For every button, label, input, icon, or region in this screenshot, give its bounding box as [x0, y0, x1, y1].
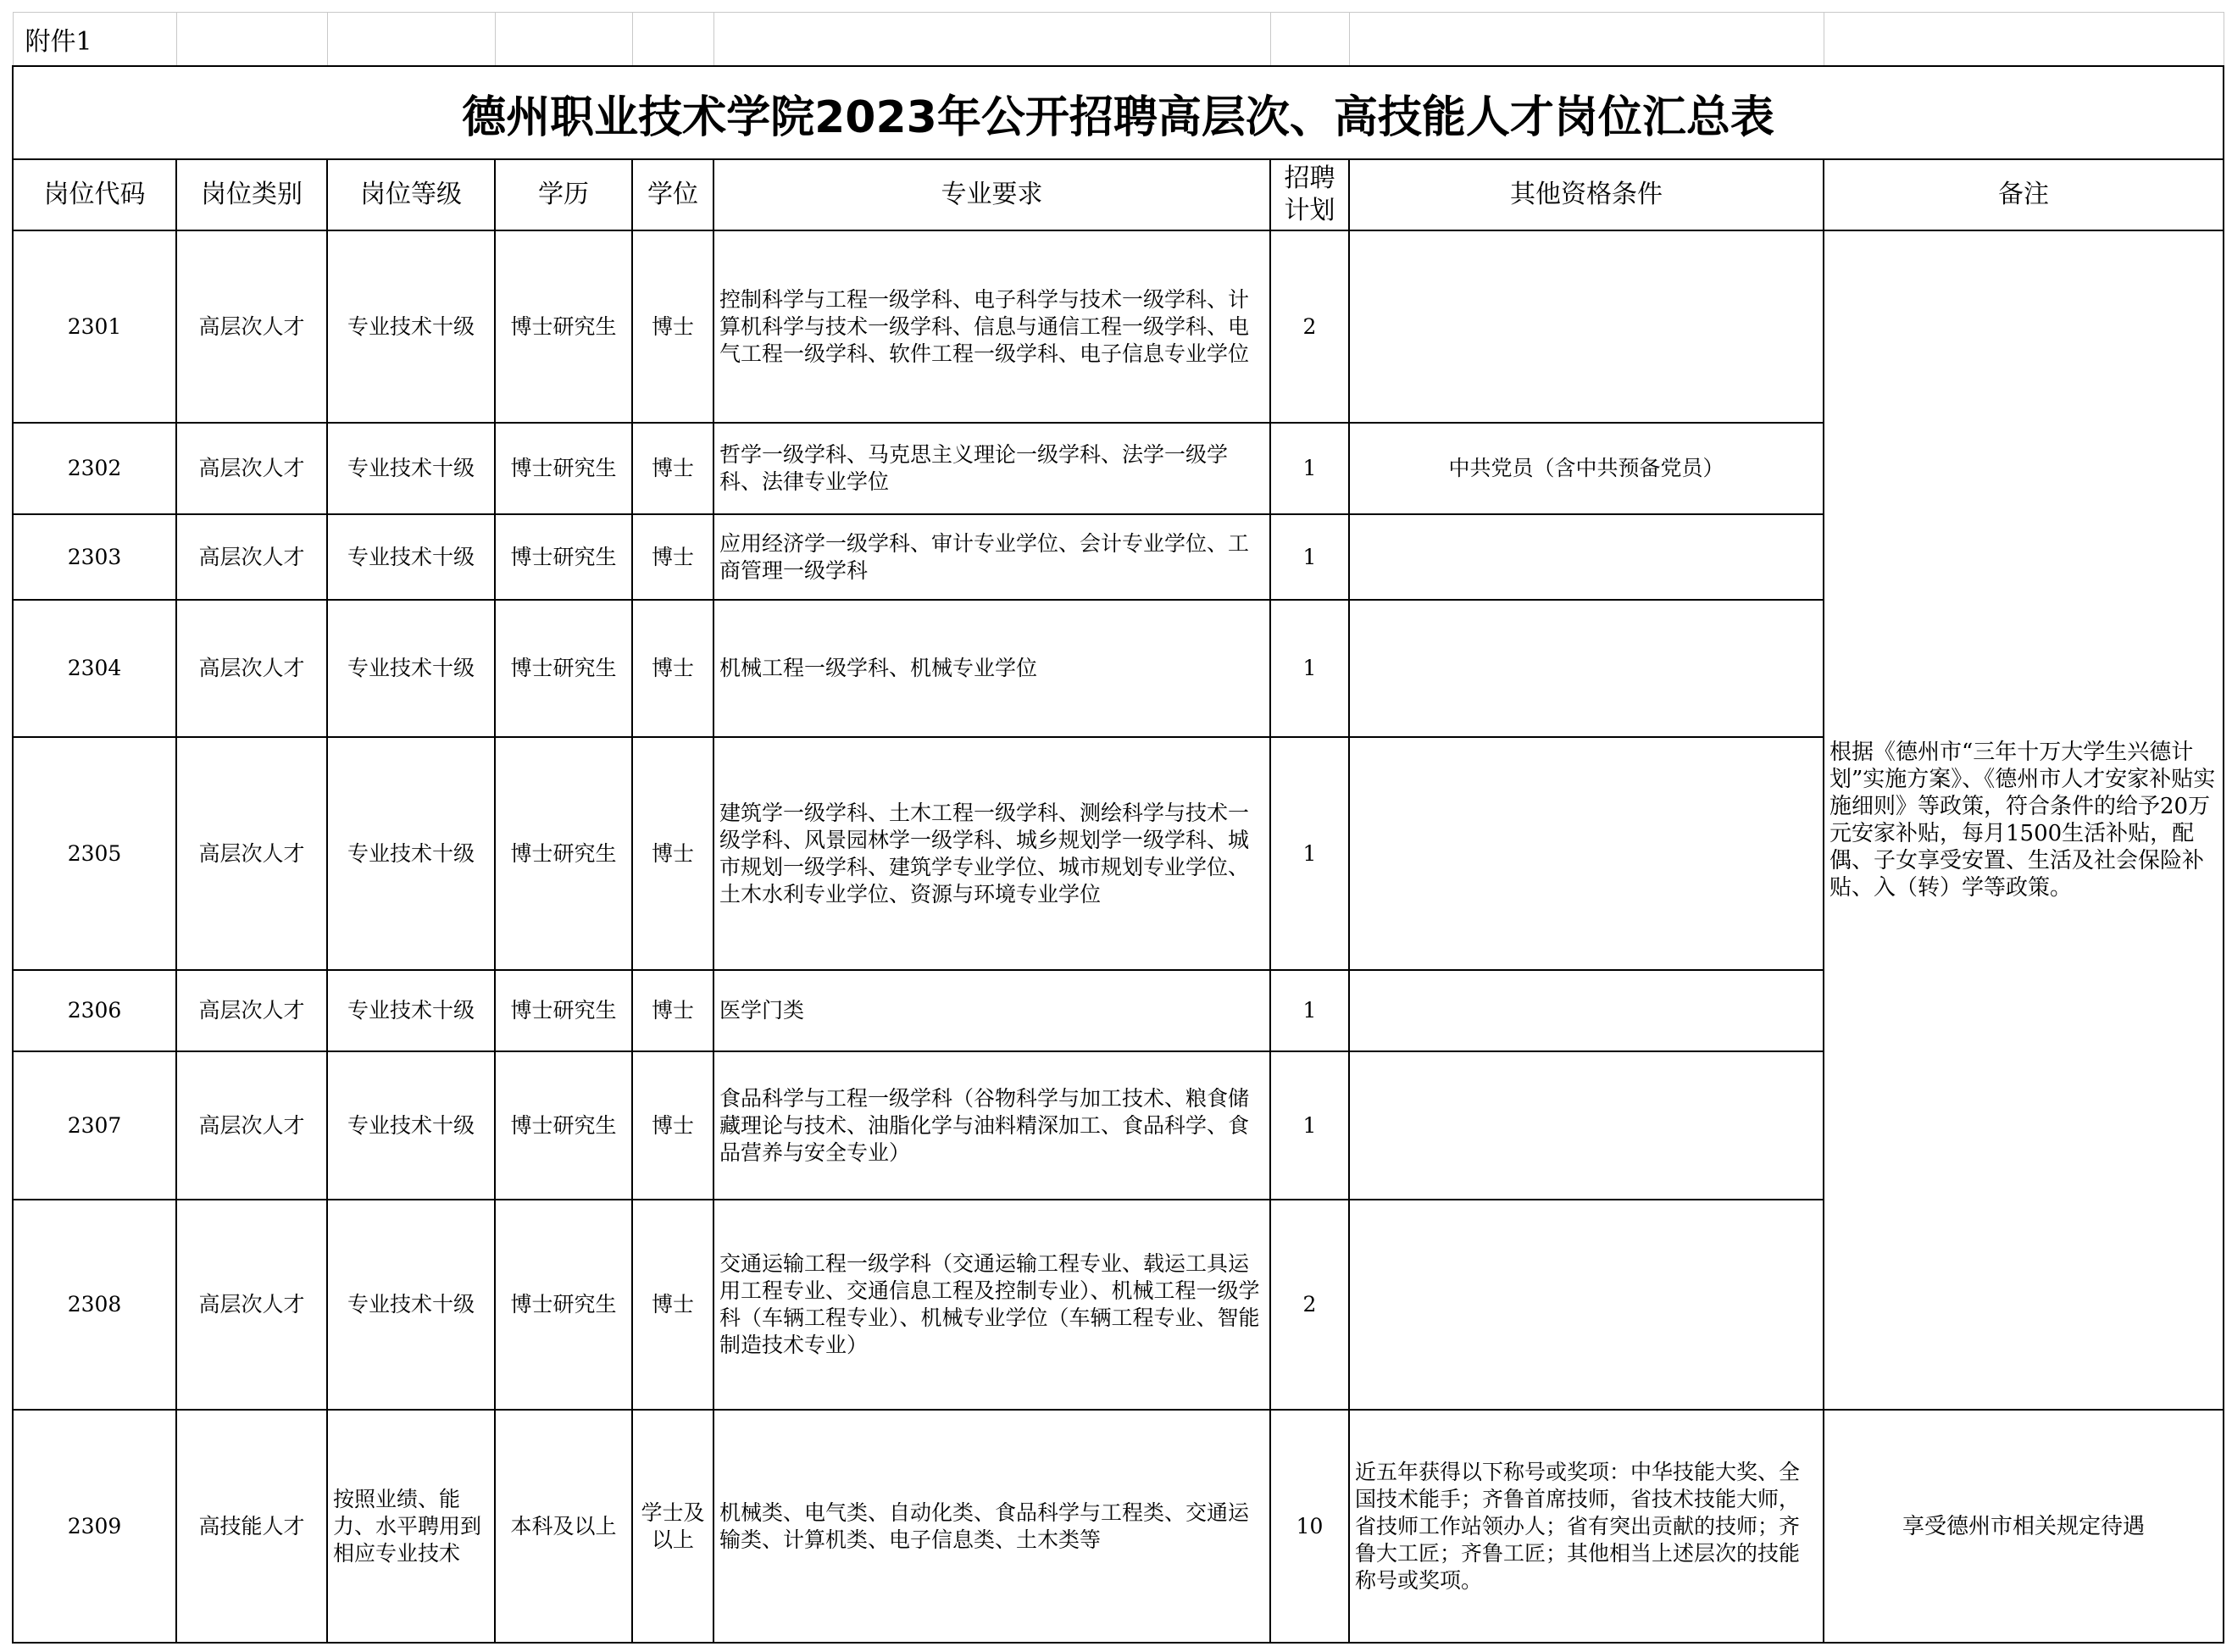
header-category: 岗位类别 — [176, 159, 327, 230]
empty-cell — [713, 13, 1270, 67]
plan-cell: 1 — [1270, 423, 1349, 514]
code-cell: 2305 — [13, 737, 176, 970]
education-cell: 博士研究生 — [495, 970, 632, 1051]
code-cell: 2301 — [13, 230, 176, 423]
code-cell: 2306 — [13, 970, 176, 1051]
category-cell: 高层次人才 — [176, 970, 327, 1051]
header-plan: 招聘计划 — [1270, 159, 1349, 230]
degree-cell: 博士 — [632, 423, 713, 514]
header-conditions: 其他资格条件 — [1349, 159, 1824, 230]
major-cell: 机械工程一级学科、机械专业学位 — [713, 600, 1270, 737]
degree-cell: 博士 — [632, 1051, 713, 1200]
conditions-cell — [1349, 514, 1824, 600]
degree-cell: 博士 — [632, 737, 713, 970]
grade-cell: 专业技术十级 — [327, 737, 495, 970]
code-cell: 2303 — [13, 514, 176, 600]
conditions-cell: 中共党员（含中共预备党员） — [1349, 423, 1824, 514]
empty-cell — [1270, 13, 1349, 67]
major-cell: 机械类、电气类、自动化类、食品科学与工程类、交通运输类、计算机类、电子信息类、土木类等 — [713, 1410, 1270, 1643]
major-cell: 建筑学一级学科、土木工程一级学科、测绘科学与技术一级学科、风景园林学一级学科、城乡规划学一级学科、城市规划一级学科、建筑学专业学位、城市规划专业学位、土木水利专业学位、资源与环境专业学位 — [713, 737, 1270, 970]
conditions-cell — [1349, 970, 1824, 1051]
education-cell: 博士研究生 — [495, 1051, 632, 1200]
degree-cell: 博士 — [632, 600, 713, 737]
education-cell: 博士研究生 — [495, 230, 632, 423]
plan-cell: 1 — [1270, 970, 1349, 1051]
category-cell: 高层次人才 — [176, 1200, 327, 1410]
degree-cell: 博士 — [632, 1200, 713, 1410]
empty-cell — [495, 13, 632, 67]
category-cell: 高层次人才 — [176, 514, 327, 600]
conditions-cell — [1349, 1051, 1824, 1200]
grade-cell: 专业技术十级 — [327, 514, 495, 600]
empty-cell — [1349, 13, 1824, 67]
attachment-row — [13, 13, 2224, 67]
education-cell: 博士研究生 — [495, 600, 632, 737]
conditions-cell: 近五年获得以下称号或奖项：中华技能大奖、全国技术能手；齐鲁首席技师，省技术技能大师，省技师工作站领办人；省有突出贡献的技师；齐鲁大工匠；齐鲁工匠；其他相当上述层次的技能称号或奖项。 — [1349, 1410, 1824, 1643]
code-cell: 2307 — [13, 1051, 176, 1200]
education-cell: 博士研究生 — [495, 423, 632, 514]
category-cell: 高层次人才 — [176, 737, 327, 970]
grade-cell: 专业技术十级 — [327, 230, 495, 423]
table-title: 德州职业技术学院2023年公开招聘高层次、高技能人才岗位汇总表 — [13, 66, 2224, 159]
code-cell: 2308 — [13, 1200, 176, 1410]
grade-cell: 按照业绩、能力、水平聘用到相应专业技术 — [327, 1410, 495, 1643]
degree-cell: 学士及以上 — [632, 1410, 713, 1643]
header-education: 学历 — [495, 159, 632, 230]
conditions-cell — [1349, 600, 1824, 737]
grade-cell: 专业技术十级 — [327, 1051, 495, 1200]
recruitment-table — [12, 12, 2224, 1644]
empty-cell — [1824, 13, 2224, 67]
remark-cell: 根据《德州市“三年十万大学生兴德计划”实施方案》、《德州市人才安家补贴实施细则》等政策，符合条件的给予20万元安家补贴，每月1500生活补贴，配偶、子女享受安置、生活及社会保险补贴、入（转）学等政策。 — [1824, 230, 2224, 1410]
education-cell: 本科及以上 — [495, 1410, 632, 1643]
major-cell: 食品科学与工程一级学科（谷物科学与加工技术、粮食储藏理论与技术、油脂化学与油料精深加工、食品科学、食品营养与安全专业） — [713, 1051, 1270, 1200]
conditions-cell — [1349, 737, 1824, 970]
table-row — [13, 230, 2224, 423]
plan-cell: 1 — [1270, 737, 1349, 970]
category-cell: 高层次人才 — [176, 600, 327, 737]
conditions-cell — [1349, 1200, 1824, 1410]
code-cell: 2304 — [13, 600, 176, 737]
category-cell: 高层次人才 — [176, 423, 327, 514]
grade-cell: 专业技术十级 — [327, 423, 495, 514]
grade-cell: 专业技术十级 — [327, 1200, 495, 1410]
plan-cell: 1 — [1270, 600, 1349, 737]
major-cell: 应用经济学一级学科、审计专业学位、会计专业学位、工商管理一级学科 — [713, 514, 1270, 600]
major-cell: 交通运输工程一级学科（交通运输工程专业、载运工具运用工程专业、交通信息工程及控制专业）、机械工程一级学科（车辆工程专业）、机械专业学位（车辆工程专业、智能制造技术专业） — [713, 1200, 1270, 1410]
header-code: 岗位代码 — [13, 159, 176, 230]
major-cell: 哲学一级学科、马克思主义理论一级学科、法学一级学科、法律专业学位 — [713, 423, 1270, 514]
major-cell: 医学门类 — [713, 970, 1270, 1051]
conditions-cell — [1349, 230, 1824, 423]
attachment-label: 附件1 — [13, 13, 176, 67]
header-major: 专业要求 — [713, 159, 1270, 230]
plan-cell: 2 — [1270, 1200, 1349, 1410]
empty-cell — [327, 13, 495, 67]
education-cell: 博士研究生 — [495, 1200, 632, 1410]
category-cell: 高技能人才 — [176, 1410, 327, 1643]
header-degree: 学位 — [632, 159, 713, 230]
plan-cell: 10 — [1270, 1410, 1349, 1643]
plan-cell: 2 — [1270, 230, 1349, 423]
grade-cell: 专业技术十级 — [327, 600, 495, 737]
header-row — [13, 159, 2224, 230]
title-row — [13, 66, 2224, 159]
category-cell: 高层次人才 — [176, 230, 327, 423]
empty-cell — [632, 13, 713, 67]
remark-cell: 享受德州市相关规定待遇 — [1824, 1410, 2224, 1643]
education-cell: 博士研究生 — [495, 737, 632, 970]
degree-cell: 博士 — [632, 970, 713, 1051]
code-cell: 2309 — [13, 1410, 176, 1643]
table-row — [13, 1410, 2224, 1643]
degree-cell: 博士 — [632, 230, 713, 423]
category-cell: 高层次人才 — [176, 1051, 327, 1200]
plan-cell: 1 — [1270, 1051, 1349, 1200]
header-grade: 岗位等级 — [327, 159, 495, 230]
header-remark: 备注 — [1824, 159, 2224, 230]
degree-cell: 博士 — [632, 514, 713, 600]
education-cell: 博士研究生 — [495, 514, 632, 600]
empty-cell — [176, 13, 327, 67]
plan-cell: 1 — [1270, 514, 1349, 600]
grade-cell: 专业技术十级 — [327, 970, 495, 1051]
code-cell: 2302 — [13, 423, 176, 514]
major-cell: 控制科学与工程一级学科、电子科学与技术一级学科、计算机科学与技术一级学科、信息与通信工程一级学科、电气工程一级学科、软件工程一级学科、电子信息专业学位 — [713, 230, 1270, 423]
